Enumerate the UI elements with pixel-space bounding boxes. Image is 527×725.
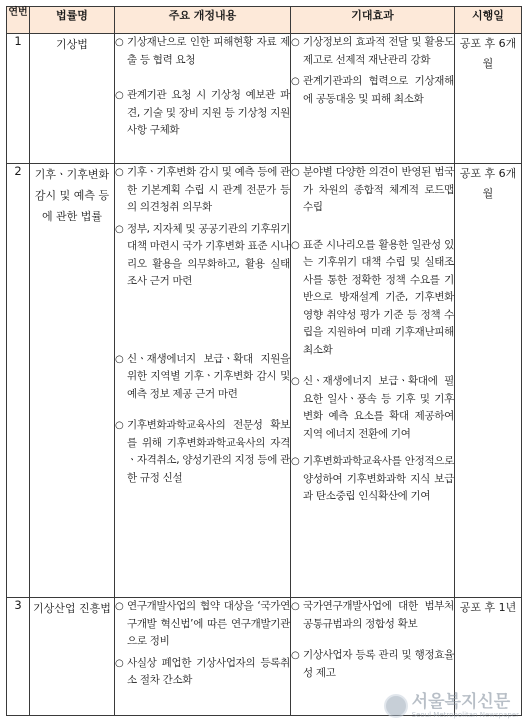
changes-cell: [115, 164, 291, 598]
watermark-subtitle: Seoul Metropolitan Newspaper: [411, 711, 519, 719]
list-item: ○ 기상정보의 효과적 전달 및 활용도 제고로 선제적 재난관리 강화: [291, 34, 454, 69]
newspaper-watermark: [384, 693, 519, 719]
table-header-row: [7, 7, 522, 34]
changes-cell: [115, 598, 291, 716]
list-item: ○ 기후변화과학교육사의 전문성 확보를 위해 기후변화과학교육사의 자격ㆍ자격취소, 양성기관의 지정 등에 관한 규정 신설: [115, 417, 290, 487]
bullet-icon: ○: [115, 223, 124, 235]
row-num: 1: [7, 34, 30, 164]
bullet-icon: ○: [115, 353, 124, 365]
list-item: ○ 기상재난으로 인한 피해현황 자료 제출 등 협력 요청: [115, 34, 290, 69]
effects-cell: [291, 34, 455, 164]
list-item: ○ 관계기관 요청 시 기상청 예보관 파견, 기술 및 장비 지원 등 기상청 지원사항 구체화: [115, 87, 290, 140]
changes-cell: [115, 34, 291, 164]
law-amendment-table: [6, 6, 522, 716]
header-num: 연번: [7, 7, 30, 34]
bullet-icon: ○: [115, 167, 124, 178]
row-num: 2: [7, 164, 30, 598]
header-changes: 주요 개정내용: [115, 7, 291, 34]
header-law: 법률명: [30, 7, 115, 34]
effective-date: 공포 후 1년: [455, 598, 522, 716]
header-effects: 기대효과: [291, 7, 455, 34]
effective-date: 공포 후 6개월: [455, 34, 522, 164]
effects-cell: [291, 164, 455, 598]
effective-date: 공포 후 6개월: [455, 164, 522, 598]
table-row: [7, 164, 522, 598]
bullet-icon: ○: [115, 90, 124, 101]
bullet-icon: ○: [291, 456, 300, 467]
bullet-icon: ○: [291, 76, 300, 87]
bullet-icon: ○: [291, 167, 300, 178]
bullet-icon: ○: [291, 601, 300, 612]
law-name: 기상산업 진흥법: [30, 598, 115, 716]
law-name: 기상법: [30, 34, 115, 164]
list-item: ○ 신ㆍ재생에너지 보급ㆍ확대 지원을 위한 지역별 기후ㆍ기후변화 감시 및 예측 정보 제공 근거 마련: [115, 351, 290, 404]
bullet-icon: ○: [291, 37, 300, 48]
list-item: ○ 정부, 지자체 및 공공기관의 기후위기 대책 마련시 국가 기후변화 표준 시나리오 활용을 의무화하고, 활용 실태 조사 근거 마련: [115, 221, 290, 291]
bullet-icon: ○: [115, 37, 124, 48]
watermark-title: 서울복지신문: [411, 692, 511, 712]
list-item: ○ 신ㆍ재생에너지 보급ㆍ확대에 필요한 일사ㆍ풍속 등 기후 및 기후변화 예측 요소를 확대 제공하여 지역 에너지 전환에 기여: [291, 373, 454, 443]
bullet-icon: ○: [115, 657, 124, 669]
list-item: ○ 사실상 폐업한 기상사업자의 등록취소 절차 간소화: [115, 655, 290, 690]
bullet-icon: ○: [291, 239, 300, 251]
list-item: ○ 국가연구개발사업에 대한 범부처 공통규범과의 정합성 확보: [291, 598, 454, 633]
list-item: ○ 기후ㆍ기후변화 감시 및 예측 등에 관한 기본계획 수립 시 관계 전문가 등의 의견청취 의무화: [115, 164, 290, 217]
bullet-icon: ○: [115, 601, 124, 612]
list-item: ○ 연구개발사업의 협약 대상을 ‘국가연구개발 혁신법’에 따른 연구개발기관으로 정비: [115, 598, 290, 651]
bullet-icon: ○: [115, 420, 124, 431]
newspaper-logo-icon: [384, 694, 408, 718]
row-num: 3: [7, 598, 30, 716]
table-row: [7, 34, 522, 164]
list-item: ○ 관계기관과의 협력으로 기상재해에 공동대응 및 피해 최소화: [291, 73, 454, 108]
list-item: ○ 분야별 다양한 의견이 반영된 범국가 차원의 종합적 체계적 로드맵 수립: [291, 164, 454, 217]
list-item: ○ 기상사업자 등록 관리 및 행정효율성 제고: [291, 647, 454, 682]
list-item: ○ 표준 시나리오를 활용한 일관성 있는 기후위기 대책 수립 및 실태조사를 통한 정확한 정책 수요를 기반으로 방재설계 기준, 기후변화 영향 취약성 평가 기준 등 정책 수립을 지원하여 미래 기후재난피해 최소화: [291, 237, 454, 360]
law-name: 기후ㆍ기후변화 감시 및 예측 등에 관한 법률: [30, 164, 115, 598]
list-item: ○ 기후변화과학교육사를 안정적으로 양성하여 기후변화과학 지식 보급과 탄소중립 인식확산에 기여: [291, 453, 454, 506]
bullet-icon: ○: [291, 376, 300, 387]
header-effective: 시행일: [455, 7, 522, 34]
bullet-icon: ○: [291, 650, 300, 661]
